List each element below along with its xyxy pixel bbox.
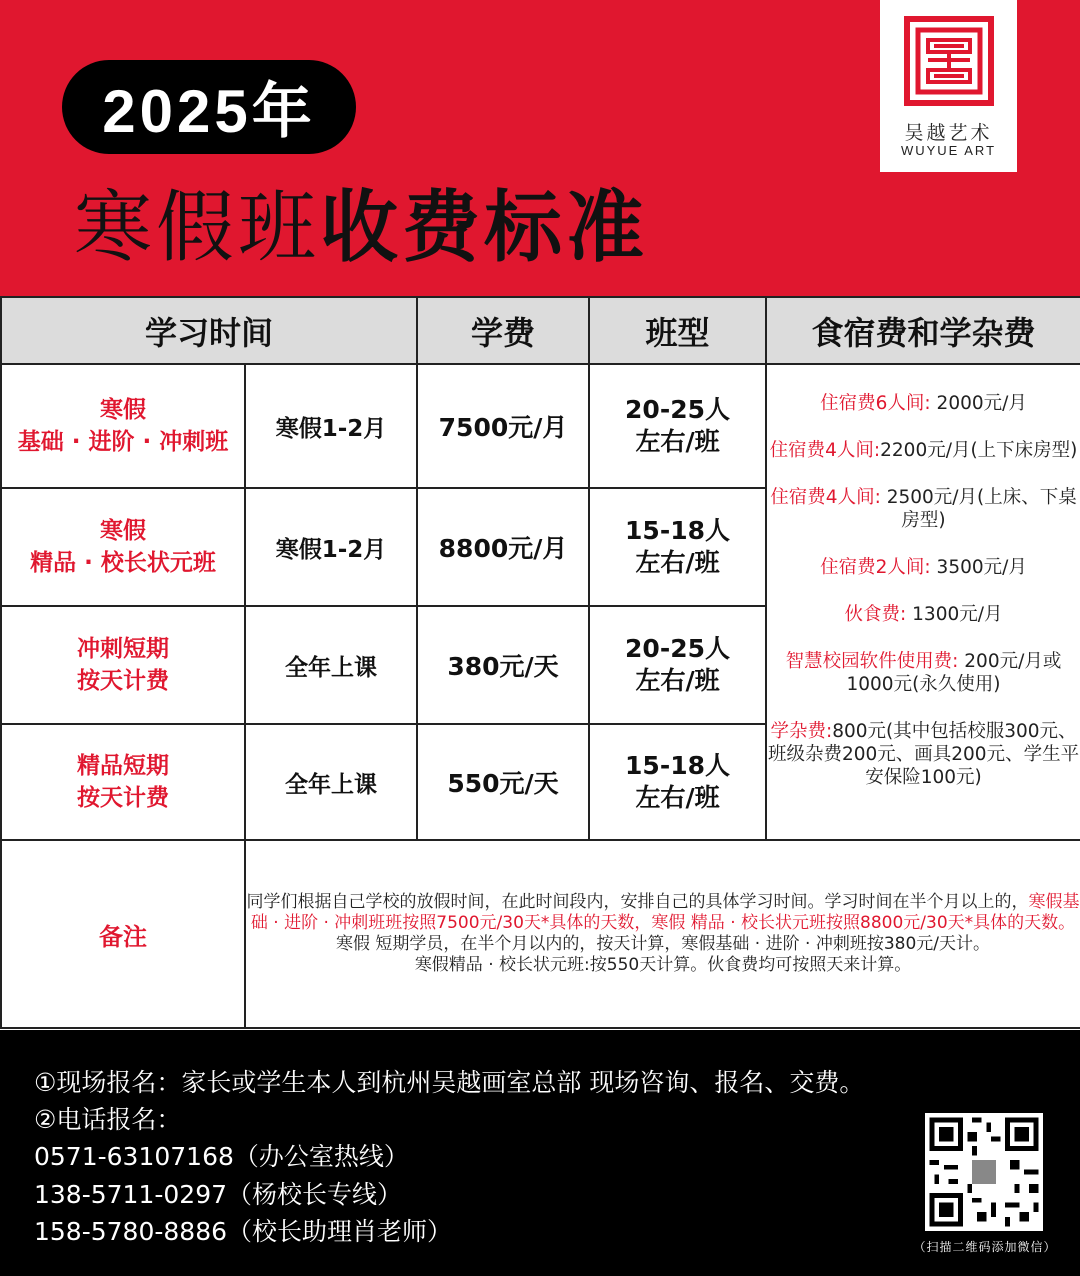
wuyue-seal-icon	[904, 16, 994, 106]
study-period: 寒假1-2月	[245, 488, 417, 606]
fee-table	[0, 296, 1080, 1029]
header-banner	[0, 0, 1080, 296]
class-size: 15-18人 左右/班	[589, 488, 766, 606]
registration-footer	[0, 1030, 1080, 1276]
title-bold: 收费标准	[320, 183, 649, 273]
assistant-line[interactable]: 158-5780-8886（校长助理肖老师）	[34, 1217, 453, 1246]
study-period: 全年上课	[245, 606, 417, 724]
title-light: 寒假班	[74, 183, 321, 273]
header-board-fees: 食宿费和学杂费	[766, 297, 1080, 364]
tuition-fee: 8800元/月	[417, 488, 589, 606]
principal-line[interactable]: 138-5711-0297（杨校长专线）	[34, 1180, 403, 1209]
wechat-qr-code-icon[interactable]	[925, 1113, 1043, 1231]
qr-caption: （扫描二维码添加微信）	[913, 1240, 1057, 1254]
page-title	[74, 178, 648, 278]
fee-item: 智慧校园软件使用费: 200元/月或1000元(永久使用)	[785, 650, 1062, 695]
board-and-misc-fees	[766, 364, 1080, 840]
fee-item: 住宿费2人间: 3500元/月	[820, 556, 1027, 578]
onsite-registration: ①现场报名：家长或学生本人到杭州吴越画室总部 现场咨询、报名、交费。	[34, 1068, 865, 1097]
tuition-fee: 380元/天	[417, 606, 589, 724]
year-badge: 2025年	[62, 60, 356, 154]
fee-item: 伙食费: 1300元/月	[844, 603, 1003, 625]
fee-item: 住宿费4人间: 2500元/月(上床、下桌房型)	[770, 486, 1077, 531]
tuition-fee: 550元/天	[417, 724, 589, 840]
header-tuition: 学费	[417, 297, 589, 364]
course-category: 寒假 精品 · 校长状元班	[1, 488, 245, 606]
logo-name-cn: 吴越艺术	[904, 122, 993, 144]
header-study-time: 学习时间	[1, 297, 417, 364]
office-hotline[interactable]: 0571-63107168（办公室热线）	[34, 1142, 409, 1171]
fee-item: 住宿费4人间:2200元/月(上下床房型)	[769, 439, 1078, 461]
notes-text: 同学们根据自己学校的放假时间，在此时间段内，安排自己的具体学习时间。学习时间在半个月以上的，寒假基础 · 进阶 · 冲刺班班按照7500元/30天*具体的天数，寒假 精品 · 校长状元班按照8800元/30天*具体的天数。 寒假 短期学员，在半个月以内的，按天计算，寒假基础 · 进阶 · 冲刺班按380元/天计。 寒假精品 · 校长状元班:按550天计算。伙食费均可按照天来计算。	[245, 840, 1080, 1028]
course-category: 冲刺短期 按天计费	[1, 606, 245, 724]
fee-item: 学杂费:800元(其中包括校服300元、班级杂费200元、画具200元、学生平安保险100元)	[767, 720, 1080, 788]
class-size: 20-25人 左右/班	[589, 606, 766, 724]
course-category: 精品短期 按天计费	[1, 724, 245, 840]
fee-item: 住宿费6人间: 2000元/月	[820, 392, 1027, 414]
tuition-fee: 7500元/月	[417, 364, 589, 488]
notes-label: 备注	[1, 840, 245, 1028]
brand-logo	[880, 0, 1017, 172]
logo-name-en: WUYUE ART	[900, 143, 997, 158]
table-row	[1, 364, 1080, 488]
course-category: 寒假 基础 · 进阶 · 冲刺班	[1, 364, 245, 488]
study-period: 寒假1-2月	[245, 364, 417, 488]
phone-registration-label: ②电话报名：	[34, 1105, 182, 1134]
header-class-size: 班型	[589, 297, 766, 364]
notes-row	[1, 840, 1080, 1028]
study-period: 全年上课	[245, 724, 417, 840]
class-size: 20-25人 左右/班	[589, 364, 766, 488]
class-size: 15-18人 左右/班	[589, 724, 766, 840]
